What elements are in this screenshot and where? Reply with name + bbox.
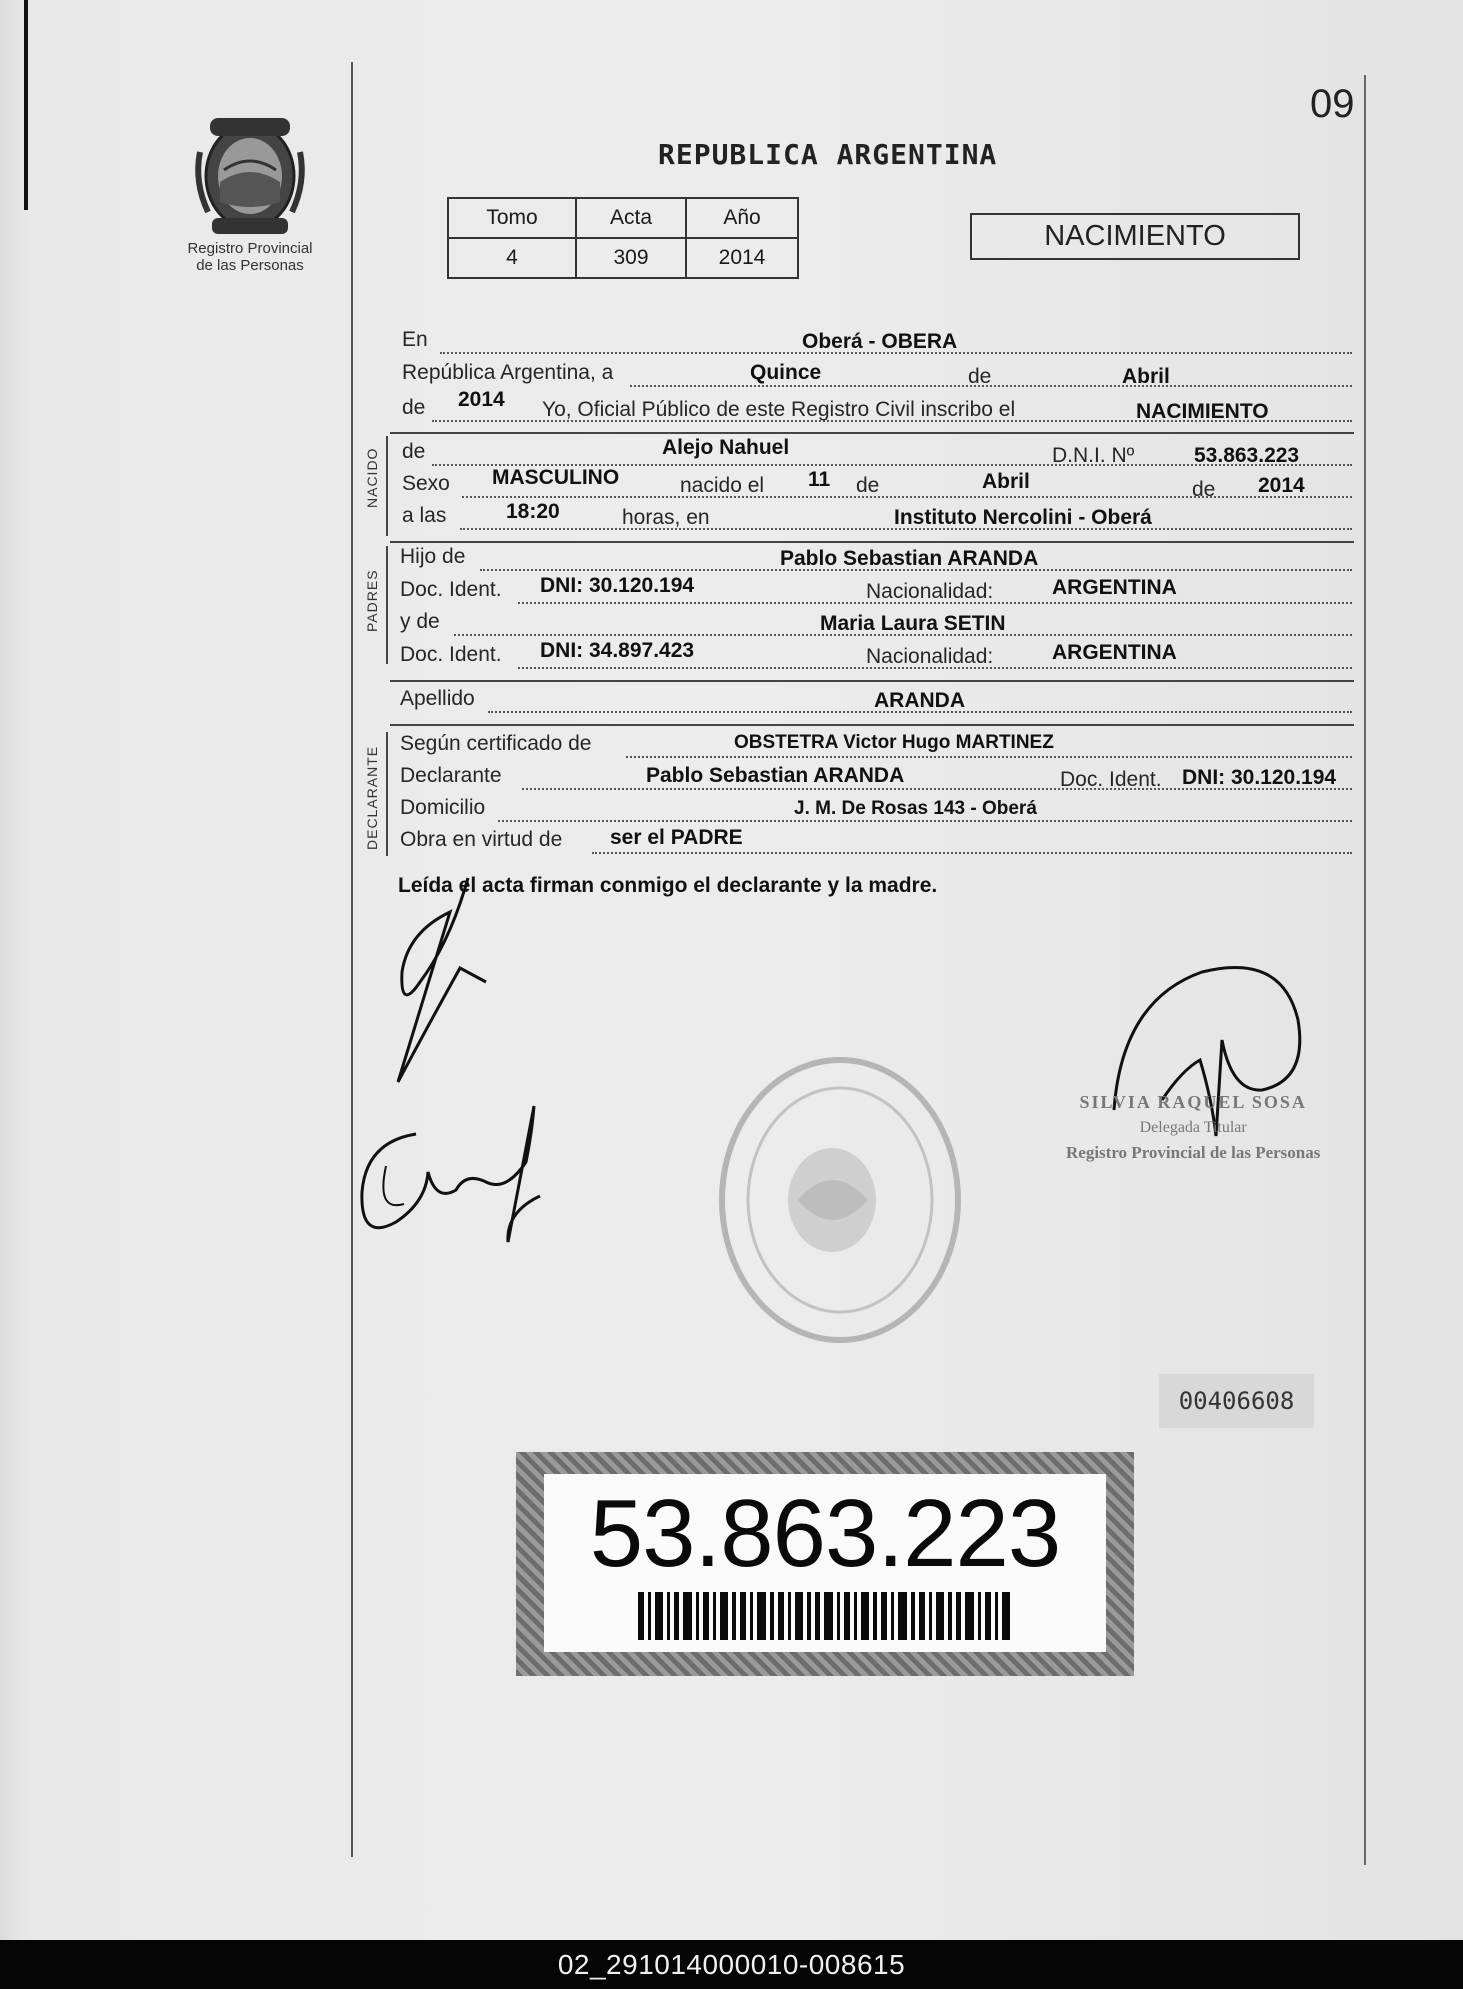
official-role: Delegada Titular xyxy=(1139,1119,1247,1136)
row-nombre xyxy=(402,436,1352,468)
logo-caption-line2: de las Personas xyxy=(196,257,304,274)
section-divider xyxy=(390,541,1354,543)
label-de: de xyxy=(402,396,426,419)
field-padre: Pablo Sebastian ARANDA xyxy=(780,547,1039,570)
label-de-mes: de xyxy=(968,365,992,388)
closing-statement: Leída el acta firman conmigo el declarante y la madre. xyxy=(398,874,938,897)
dni-label-block xyxy=(516,1452,1134,1676)
logo-caption xyxy=(183,240,317,274)
label-doc-ident-madre: Doc. Ident. xyxy=(400,643,502,666)
page-number: 09 xyxy=(1310,82,1355,126)
right-margin-line xyxy=(1364,75,1366,1865)
label-declarante: Declarante xyxy=(400,764,502,787)
label-dni: D.N.I. Nº xyxy=(1052,444,1135,467)
row-madre xyxy=(400,610,1352,638)
reference-table xyxy=(447,197,799,279)
field-mes-texto: Abril xyxy=(1122,365,1170,388)
label-segun-certificado: Según certificado de xyxy=(400,732,592,755)
logo-caption-line1: Registro Provincial xyxy=(187,240,313,257)
dotted-line xyxy=(498,820,1352,822)
header-tomo: Tomo xyxy=(448,198,576,238)
row-en xyxy=(402,328,1352,356)
barcode-icon xyxy=(638,1592,1012,1640)
label-obra-en-virtud: Obra en virtud de xyxy=(400,828,563,851)
dotted-line xyxy=(592,852,1352,854)
field-domicilio: J. M. De Rosas 143 - Oberá xyxy=(794,798,1037,819)
label-republica: República Argentina, a xyxy=(402,361,614,384)
label-doc-ident-padre: Doc. Ident. xyxy=(400,578,502,601)
label-yo: Yo, Oficial Público de este Registro Civil inscribo el xyxy=(542,398,1016,421)
label-hijo-de: Hijo de xyxy=(400,545,466,568)
field-padre-doc: DNI: 30.120.194 xyxy=(540,574,695,597)
field-madre-nac: ARGENTINA xyxy=(1052,641,1177,664)
mother-signature xyxy=(356,1102,546,1252)
label-nacionalidad-padre: Nacionalidad: xyxy=(866,580,994,603)
registry-logo xyxy=(183,112,317,274)
row-hora xyxy=(402,500,1352,532)
row-padre xyxy=(400,545,1352,573)
label-nacido-el: nacido el xyxy=(680,474,765,497)
section-bracket xyxy=(386,436,388,536)
label-horas-en: horas, en xyxy=(622,506,710,529)
record-type-box: NACIMIENTO xyxy=(970,213,1300,260)
left-margin-line xyxy=(351,62,353,1857)
scan-edge-mark xyxy=(24,0,28,210)
value-tomo: 4 xyxy=(448,238,576,278)
document-title: REPUBLICA ARGENTINA xyxy=(658,138,998,171)
side-label-padres: PADRES xyxy=(364,569,380,632)
label-de-month: de xyxy=(856,474,880,497)
row-obra xyxy=(400,828,1352,856)
section-divider xyxy=(390,680,1354,682)
dotted-line xyxy=(462,496,1352,498)
section-divider xyxy=(390,432,1354,434)
dni-label-inner xyxy=(544,1474,1106,1652)
field-nombre: Alejo Nahuel xyxy=(662,436,790,459)
field-declarante: Pablo Sebastian ARANDA xyxy=(646,764,905,787)
declarant-signature xyxy=(390,872,510,1092)
official-name: SILVIA RAQUEL SOSA xyxy=(1079,1092,1307,1112)
row-madre-doc xyxy=(400,639,1352,671)
row-sexo xyxy=(402,466,1352,501)
label-sexo: Sexo xyxy=(402,472,450,495)
official-office: Registro Provincial de las Personas xyxy=(1066,1143,1321,1162)
field-hora: 18:20 xyxy=(506,500,560,523)
section-divider xyxy=(390,724,1354,726)
field-obra-en-virtud: ser el PADRE xyxy=(610,826,743,849)
section-bracket xyxy=(386,732,388,856)
field-certificado: OBSTETRA Victor Hugo MARTINEZ xyxy=(734,732,1054,753)
label-de-nombre: de xyxy=(402,440,426,463)
field-dia-nac: 11 xyxy=(808,468,831,491)
label-domicilio: Domicilio xyxy=(400,796,486,819)
field-declarante-doc: DNI: 30.120.194 xyxy=(1182,766,1337,789)
label-en: En xyxy=(402,328,428,351)
label-apellido: Apellido xyxy=(400,687,475,710)
field-apellido: ARANDA xyxy=(874,689,965,712)
field-anio-acta: 2014 xyxy=(458,388,505,411)
round-registry-seal xyxy=(712,1050,968,1350)
row-padre-doc xyxy=(400,574,1352,606)
field-madre-doc: DNI: 34.897.423 xyxy=(540,639,695,662)
scan-footer-id: 02_291014000010-008615 xyxy=(0,1940,1463,1989)
field-lugar-nac: Instituto Nercolini - Oberá xyxy=(894,506,1152,529)
official-stamp xyxy=(1066,1090,1320,1165)
row-inscripcion xyxy=(402,388,1352,424)
field-dia-texto: Quince xyxy=(750,361,822,384)
dni-number: 53.863.223 xyxy=(589,1480,1061,1587)
dotted-line xyxy=(626,756,1352,758)
label-de-year: de xyxy=(1192,478,1216,501)
row-declarante xyxy=(400,764,1352,792)
field-lugar: Oberá - OBERA xyxy=(802,330,958,353)
field-madre: Maria Laura SETIN xyxy=(820,612,1006,635)
value-anio: 2014 xyxy=(686,238,798,278)
field-dni-nacido: 53.863.223 xyxy=(1194,444,1300,467)
serial-number: 00406608 xyxy=(1159,1374,1314,1428)
provincial-seal-icon xyxy=(190,112,310,236)
label-nacionalidad-madre: Nacionalidad: xyxy=(866,645,994,668)
value-acta: 309 xyxy=(576,238,686,278)
label-doc-ident-declarante: Doc. Ident. xyxy=(1060,768,1162,791)
row-apellido xyxy=(400,687,1352,715)
header-acta: Acta xyxy=(576,198,686,238)
row-certificado xyxy=(400,732,1352,760)
field-anio-nac: 2014 xyxy=(1258,474,1305,497)
field-tipo-inscripcion: NACIMIENTO xyxy=(1136,400,1269,423)
field-sexo: MASCULINO xyxy=(492,466,620,489)
section-bracket xyxy=(386,546,388,664)
row-domicilio xyxy=(400,796,1352,824)
side-label-declarante: DECLARANTE xyxy=(364,745,380,850)
field-mes-nac: Abril xyxy=(982,470,1030,493)
side-label-nacido: NACIDO xyxy=(364,447,380,508)
header-anio: Año xyxy=(686,198,798,238)
field-padre-nac: ARGENTINA xyxy=(1052,576,1177,599)
label-a-las: a las xyxy=(402,504,447,527)
label-y-de: y de xyxy=(400,610,440,633)
row-fecha xyxy=(402,361,1352,389)
